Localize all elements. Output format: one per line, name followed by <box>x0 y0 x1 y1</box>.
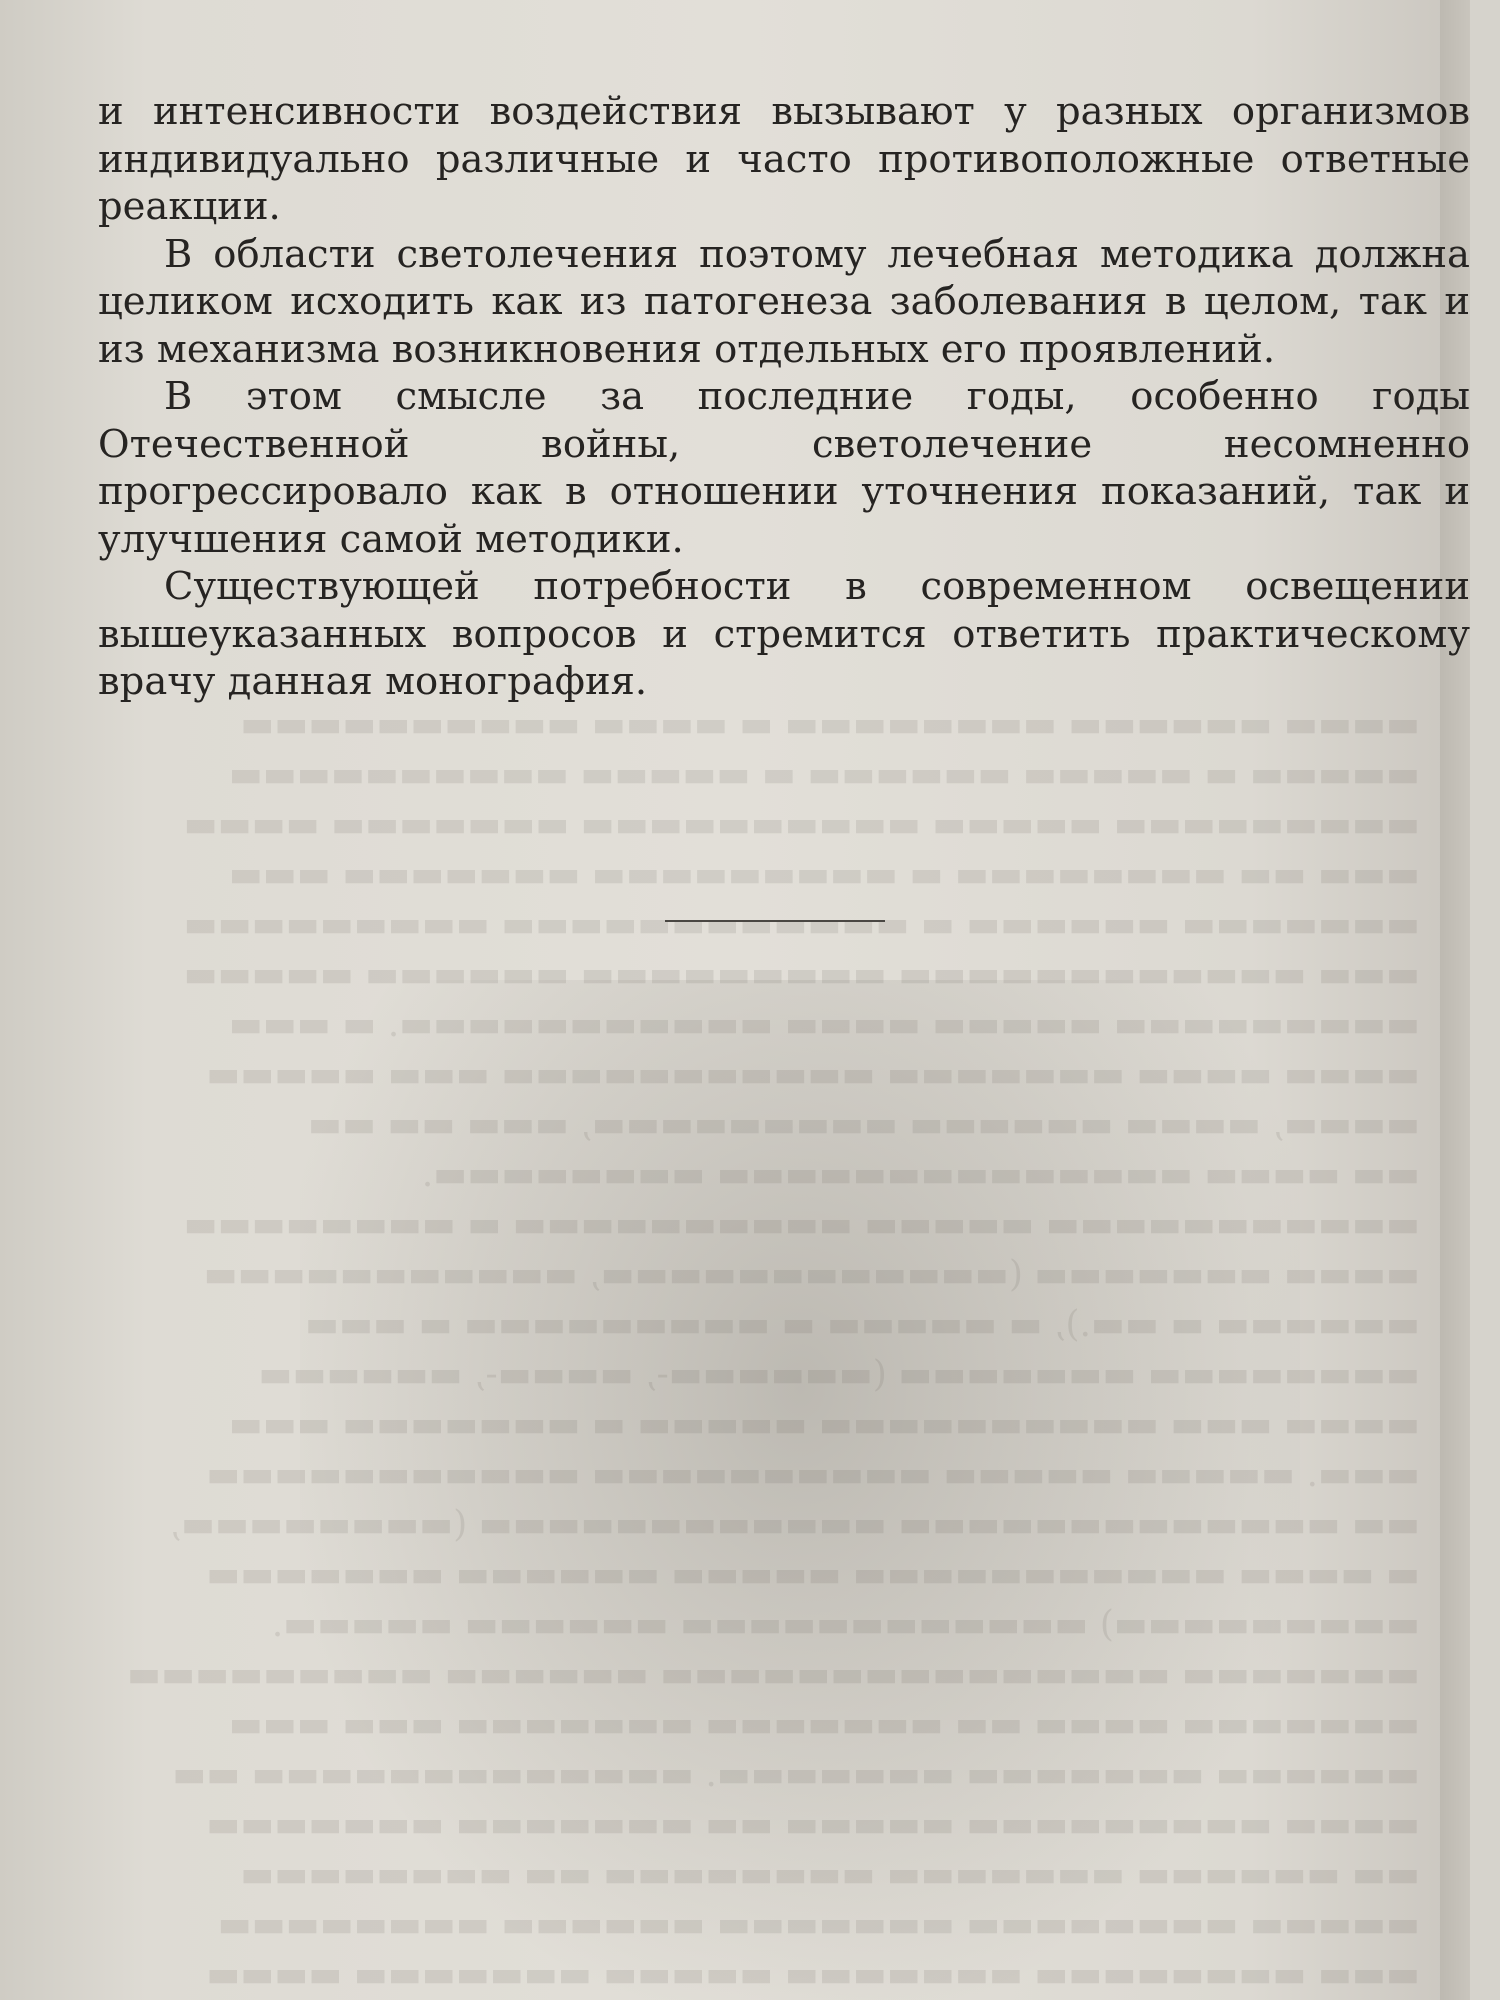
paragraph-2: В области светолечения поэтому лечебная методика должна целиком исходить как из патогенеза заболевания в целом, так и из механизма возникновения отдельных его проявлений. <box>98 231 1470 372</box>
section-divider <box>665 920 885 922</box>
paragraph-1: и интенсивности воздействия вызывают у разных организмов индивидуально различные и часто противоположные ответные реакции. <box>98 89 1470 229</box>
paragraph-4: Существующей потребности в современном освещении вышеуказанных вопросов и стремится ответить практическому врачу данная монография. <box>98 564 1470 704</box>
paragraph-3: В этом смысле за последние годы, особенно годы Отечественной войны, светолечение несомненно прогрессировало как в отношении уточнения показаний, так и улучшения самой методики. <box>98 374 1470 562</box>
page-text <box>98 88 1470 706</box>
show-through-text: ▬▬▬▬ ▬▬▬▬▬▬ ▬▬▬▬▬▬▬▬ ▬ ▬▬▬▬ ▬▬▬▬▬▬▬▬▬▬ ▬▬▬▬▬ ▬ ▬▬▬▬▬ ▬▬▬▬▬▬ ▬ ▬▬▬▬▬ ▬▬▬▬▬▬▬▬▬▬ ▬▬▬▬▬▬▬▬▬ ▬▬▬▬▬ ▬▬▬▬▬▬▬▬▬▬ ▬▬▬▬▬▬▬ ▬▬▬▬ ▬▬▬ ▬▬ ▬▬▬▬▬▬▬▬ ▬ ▬▬▬▬▬▬▬▬▬ ▬▬▬▬▬▬▬ ▬▬▬ ▬▬▬▬▬▬▬ ▬▬▬▬▬▬ ▬ ▬▬▬▬▬▬▬▬▬▬▬▬ ▬▬▬▬▬▬▬▬▬ ▬▬▬ ▬▬▬▬▬▬▬▬▬▬▬▬ ▬▬▬▬▬▬▬▬▬ ▬▬▬▬▬▬ ▬▬▬▬▬ ▬▬▬▬▬▬▬▬▬ ▬▬▬▬▬ ▬▬▬▬ ▬▬▬▬▬▬▬▬▬▬▬. ▬ ▬▬▬ ▬▬▬▬ ▬▬▬▬ ▬▬▬▬▬▬▬ ▬▬▬▬▬▬▬▬▬▬▬ ▬▬▬ ▬▬▬▬▬ ▬▬▬▬, ▬▬▬▬ ▬▬▬▬▬▬ ▬▬▬▬▬▬▬▬▬, ▬▬▬ ▬▬ ▬▬ ▬▬ ▬▬▬▬ ▬▬▬▬▬▬▬▬▬▬▬▬▬▬ ▬▬▬▬▬▬▬▬. ▬▬▬▬▬▬▬▬▬▬▬ ▬▬▬▬▬ ▬▬▬▬▬▬▬▬▬▬ ▬ ▬▬▬▬▬▬▬▬ ▬▬▬▬ ▬▬▬▬▬▬▬ (▬▬▬▬▬▬▬▬▬▬▬▬, ▬▬▬▬▬▬▬▬▬▬▬ ▬▬▬▬▬▬ ▬ ▬▬.), ▬ ▬▬▬▬▬ ▬ ▬▬▬▬▬▬▬▬▬ ▬ ▬▬▬ ▬▬▬▬▬▬▬▬ ▬▬▬▬▬▬▬ (▬▬▬▬▬▬-, ▬▬▬▬-, ▬▬▬▬▬▬ ▬▬▬▬ ▬▬▬ ▬▬▬▬▬▬▬▬▬▬ ▬▬▬▬▬ ▬ ▬▬▬▬▬▬▬ ▬▬▬ ▬▬▬. ▬▬▬▬▬ ▬▬▬▬▬ ▬▬▬▬▬▬▬▬▬▬ ▬▬▬▬▬▬▬▬▬▬▬ ▬▬ ▬▬▬▬▬▬▬▬▬▬▬▬▬ ▬▬▬▬▬▬▬▬▬▬▬▬ (▬▬▬▬▬▬▬▬, ▬ ▬▬▬▬ ▬▬▬▬▬▬▬▬▬▬▬ ▬▬▬▬▬ ▬▬▬▬▬▬ ▬▬▬▬▬▬▬ ▬▬▬▬▬▬▬▬▬) ▬▬▬▬▬▬▬▬▬▬▬▬ ▬▬▬▬▬▬ ▬▬▬▬▬. ▬▬▬▬▬▬▬ ▬▬▬▬▬▬▬▬▬▬▬▬▬▬▬ ▬▬▬▬▬▬ ▬▬▬▬▬▬▬▬▬ ▬▬▬▬▬▬▬ ▬▬▬▬ ▬▬ ▬▬▬▬▬▬▬ ▬▬▬▬▬▬▬ ▬▬▬ ▬▬▬ ▬▬▬▬▬▬ ▬▬▬▬▬▬▬ ▬▬▬▬▬▬▬. ▬▬▬▬▬▬▬▬▬▬▬▬▬ ▬▬ ▬▬▬▬ ▬▬▬▬▬▬▬▬▬ ▬▬▬▬▬ ▬▬ ▬▬▬▬▬▬▬ ▬▬▬▬▬▬▬ ▬▬ ▬▬▬▬▬▬ ▬▬▬▬▬▬▬ ▬▬▬▬▬▬▬▬ ▬▬ ▬▬▬▬▬▬▬▬ ▬▬▬▬▬ ▬▬▬▬▬▬▬▬ ▬▬▬▬▬▬▬ ▬▬▬▬▬▬ ▬▬▬▬▬▬▬▬ ▬▬▬ ▬▬▬▬▬▬▬▬ ▬▬▬▬▬▬▬ ▬▬▬▬▬ ▬▬▬▬▬▬▬ ▬▬▬▬ <box>127 704 1420 1995</box>
page-shadow <box>300 980 1300 2000</box>
